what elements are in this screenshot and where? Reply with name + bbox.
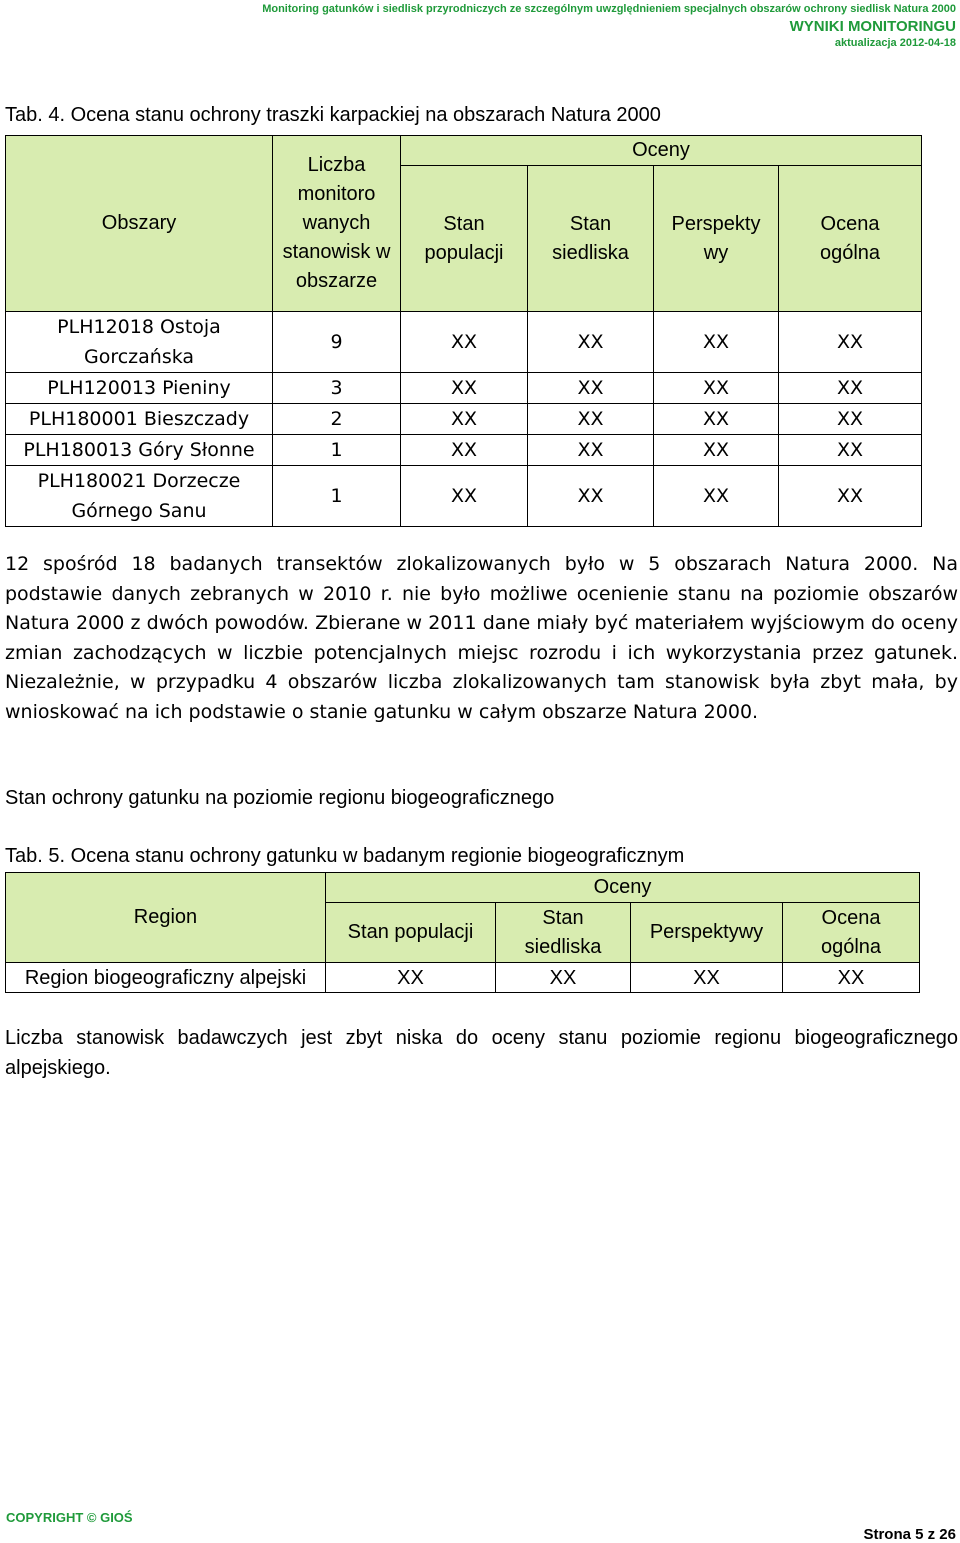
persp-cell: XX xyxy=(654,312,779,373)
pop-cell: XX xyxy=(401,312,528,373)
persp-cell: XX xyxy=(654,466,779,527)
ocena-cell: XX xyxy=(779,466,922,527)
col-region: Region xyxy=(6,873,326,963)
pop-cell: XX xyxy=(401,373,528,404)
ocena-cell: XX xyxy=(779,435,922,466)
col-stan-siedliska: Stan siedliska xyxy=(496,903,631,963)
ocena-cell: XX xyxy=(779,373,922,404)
table4-caption: Tab. 4. Ocena stanu ochrony traszki karpackiej na obszarach Natura 2000 xyxy=(5,104,661,126)
ocena-cell: XX xyxy=(779,404,922,435)
ocena-cell: XX xyxy=(783,963,920,993)
table-row xyxy=(6,963,920,993)
area-cell: PLH180013 Góry Słonne xyxy=(6,435,273,466)
area-cell: PLH120013 Pieniny xyxy=(6,373,273,404)
sied-cell: XX xyxy=(496,963,631,993)
section-heading: Stan ochrony gatunku na poziomie regionu biogeograficznego xyxy=(5,787,555,809)
persp-cell: XX xyxy=(654,435,779,466)
sied-cell: XX xyxy=(528,404,654,435)
ocena-cell: XX xyxy=(779,312,922,373)
paragraph-2: Liczba stanowisk badawczych jest zbyt niska do oceny stanu poziomie regionu biogeograficznego alpejskiego. xyxy=(5,1027,958,1079)
persp-cell: XX xyxy=(631,963,783,993)
header-subtitle: WYNIKI MONITORINGU xyxy=(789,18,956,35)
area-cell: PLH12018 Ostoja Gorczańska xyxy=(6,312,273,373)
col-obszary: Obszary xyxy=(6,136,273,312)
table-row xyxy=(6,404,922,435)
col-perspektywy: Perspekty wy xyxy=(654,166,779,312)
table-row xyxy=(6,466,922,527)
persp-cell: XX xyxy=(654,404,779,435)
area-cell: PLH180021 Dorzecze Górnego Sanu xyxy=(6,466,273,527)
sied-cell: XX xyxy=(528,312,654,373)
header-date: aktualizacja 2012-04-18 xyxy=(834,37,956,49)
persp-cell: XX xyxy=(654,373,779,404)
sied-cell: XX xyxy=(528,466,654,527)
col-stan-siedliska: Stan siedliska xyxy=(528,166,654,312)
sied-cell: XX xyxy=(528,435,654,466)
header-title: Monitoring gatunków i siedlisk przyrodniczych ze szczególnym uwzględnieniem specjalnych obszarów ochrony siedlisk Natura 2000 xyxy=(262,3,956,15)
table5-caption: Tab. 5. Ocena stanu ochrony gatunku w badanym regionie biogeograficznym xyxy=(5,845,685,867)
count-cell: 9 xyxy=(273,312,401,373)
table5 xyxy=(5,872,920,993)
region-cell: Region biogeograficzny alpejski xyxy=(6,963,326,993)
table-row xyxy=(6,312,922,373)
count-cell: 2 xyxy=(273,404,401,435)
pop-cell: XX xyxy=(401,466,528,527)
paragraph-1: 12 spośród 18 badanych transektów zlokalizowanych było w 5 obszarach Natura 2000. Na podstawie danych zebranych w 2010 r. nie było możliwe ocenienie stanu na poziomie obszarów Natura 2000 z dwóch powodów. Zbierane w 2011 dane miały być materiałem wyjściowym do oceny zmian zachodzących w liczbie potencjalnych miejsc rozrodu i ich wykorzystania przez gatunek. Niezależnie, w przypadku 4 obszarów liczba zlokalizowanych tam stanowisk była zbyt mała, by wnioskować na ich podstawie o stanie gatunku w całym obszarze Natura 2000. xyxy=(5,553,958,723)
table-row xyxy=(6,373,922,404)
col-ocena-ogolna: Ocena ogólna xyxy=(783,903,920,963)
col-ocena-ogolna: Ocena ogólna xyxy=(779,166,922,312)
col-stan-populacji: Stan populacji xyxy=(401,166,528,312)
table-row xyxy=(6,435,922,466)
pop-cell: XX xyxy=(401,404,528,435)
col-oceny: Oceny xyxy=(326,873,920,903)
footer-page-number: Strona 5 z 26 xyxy=(863,1526,956,1543)
col-liczba: Liczba monitoro wanych stanowisk w obszarze xyxy=(273,136,401,312)
col-oceny: Oceny xyxy=(401,136,922,166)
pop-cell: XX xyxy=(326,963,496,993)
area-cell: PLH180001 Bieszczady xyxy=(6,404,273,435)
table4 xyxy=(5,135,922,527)
sied-cell: XX xyxy=(528,373,654,404)
count-cell: 1 xyxy=(273,466,401,527)
count-cell: 3 xyxy=(273,373,401,404)
pop-cell: XX xyxy=(401,435,528,466)
col-stan-populacji: Stan populacji xyxy=(326,903,496,963)
col-perspektywy: Perspektywy xyxy=(631,903,783,963)
footer-copyright: COPYRIGHT © GIOŚ xyxy=(6,1510,133,1525)
count-cell: 1 xyxy=(273,435,401,466)
